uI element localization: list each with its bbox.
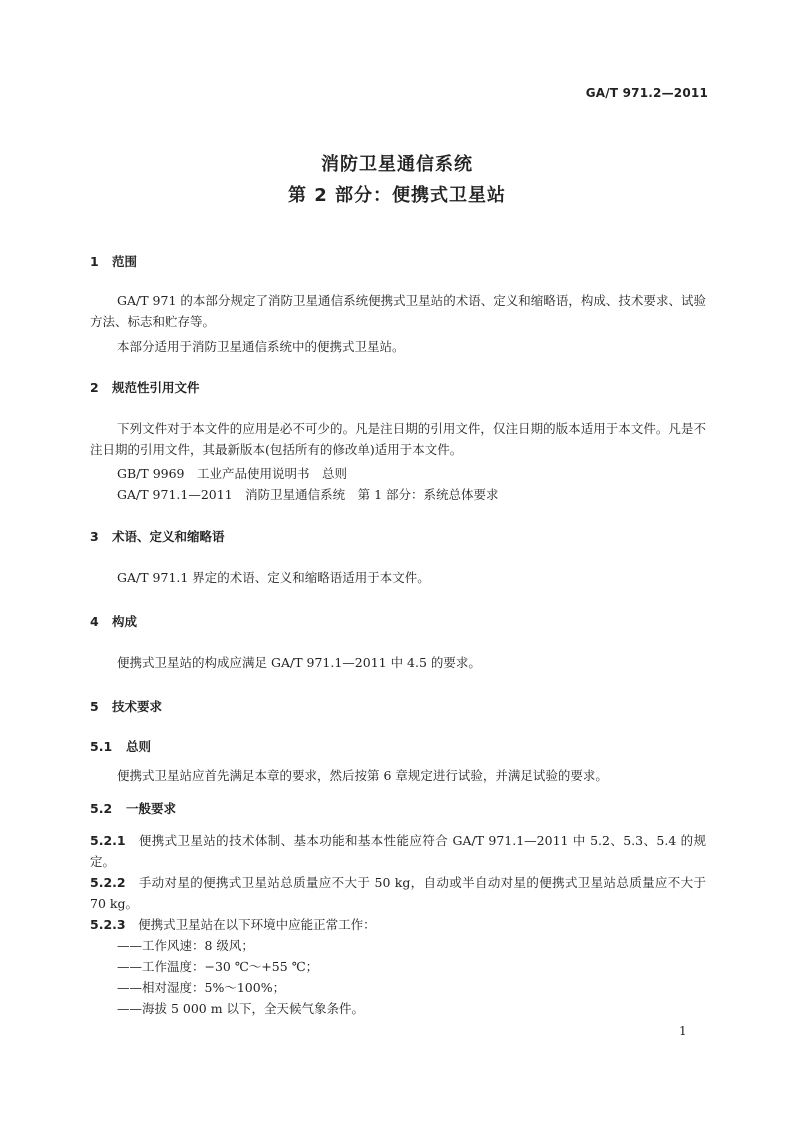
subsection-5-2-heading (90, 799, 176, 817)
list-item: ——工作温度：−30 ℃～+55 ℃； (117, 959, 319, 974)
section-number: 1 (90, 254, 99, 269)
section-title: 范围 (112, 254, 138, 269)
section-number: 5 (90, 699, 99, 714)
section-1-paragraph-1: GA/T 971 的本部分规定了消防卫星通信系统便携式卫星站的术语、定义和缩略语，构成、技术要求、试验方法、标志和贮存等。 (90, 293, 706, 329)
section-5-heading (90, 697, 162, 715)
subsection-title: 总则 (126, 739, 152, 754)
subsection-title: 一般要求 (126, 801, 177, 816)
clause-text: 便携式卫星站的技术体制、基本功能和基本性能应符合 GA/T 971.1—2011 中 5.2、5.3、5.4 的规定。 (90, 833, 706, 869)
section-number: 4 (90, 614, 99, 629)
clause-5-2-2 (90, 872, 706, 914)
list-item: ——相对湿度：5%～100%； (117, 980, 286, 995)
list-item: ——工作风速：8 级风； (117, 938, 254, 953)
section-2-heading (90, 378, 200, 396)
clause-number: 5.2.2 (90, 875, 126, 890)
clause-number: 5.2.1 (90, 833, 126, 848)
normative-reference-2: GA/T 971.1—2011 消防卫星通信系统 第 1 部分：系统总体要求 (117, 487, 499, 502)
clause-text: 便携式卫星站在以下环境中应能正常工作： (138, 917, 376, 932)
document-title-line1: 消防卫星通信系统 (321, 154, 473, 175)
subsection-number: 5.2 (90, 801, 113, 816)
subsection-5-1-paragraph: 便携式卫星站应首先满足本章的要求，然后按第 6 章规定进行试验，并满足试验的要求。 (117, 768, 608, 783)
section-2-paragraph-1: 下列文件对于本文件的应用是必不可少的。凡是注日期的引用文件，仅注日期的版本适用于本文件。凡是不注日期的引用文件，其最新版本(包括所有的修改单)适用于本文件。 (90, 421, 706, 457)
page-number: 1 (679, 1024, 687, 1038)
standard-code: GA/T 971.2—2011 (585, 86, 708, 100)
section-1-heading (90, 252, 137, 270)
section-number: 3 (90, 529, 99, 544)
clause-number: 5.2.3 (90, 917, 126, 932)
clause-5-2-3 (90, 914, 706, 935)
section-3-heading (90, 527, 225, 545)
subsection-5-1-heading (90, 737, 151, 755)
section-title: 技术要求 (112, 699, 163, 714)
section-title: 术语、定义和缩略语 (112, 529, 225, 544)
clause-5-2-1 (90, 830, 706, 872)
subsection-number: 5.1 (90, 739, 113, 754)
section-number: 2 (90, 380, 99, 395)
section-title: 规范性引用文件 (112, 380, 200, 395)
section-3-paragraph-1: GA/T 971.1 界定的术语、定义和缩略语适用于本文件。 (117, 570, 430, 585)
section-4-paragraph-1: 便携式卫星站的构成应满足 GA/T 971.1—2011 中 4.5 的要求。 (117, 655, 481, 670)
section-4-heading (90, 612, 137, 630)
clause-text: 手动对星的便携式卫星站总质量应不大于 50 kg，自动或半自动对星的便携式卫星站总质量应不大于 70 kg。 (90, 875, 706, 911)
normative-reference-1: GB/T 9969 工业产品使用说明书 总则 (117, 466, 348, 481)
list-item: ——海拔 5 000 m 以下，全天候气象条件。 (117, 1001, 365, 1016)
section-title: 构成 (112, 614, 138, 629)
section-1-paragraph-2: 本部分适用于消防卫星通信系统中的便携式卫星站。 (117, 339, 405, 354)
document-title-line2: 第 2 部分：便携式卫星站 (287, 185, 507, 206)
